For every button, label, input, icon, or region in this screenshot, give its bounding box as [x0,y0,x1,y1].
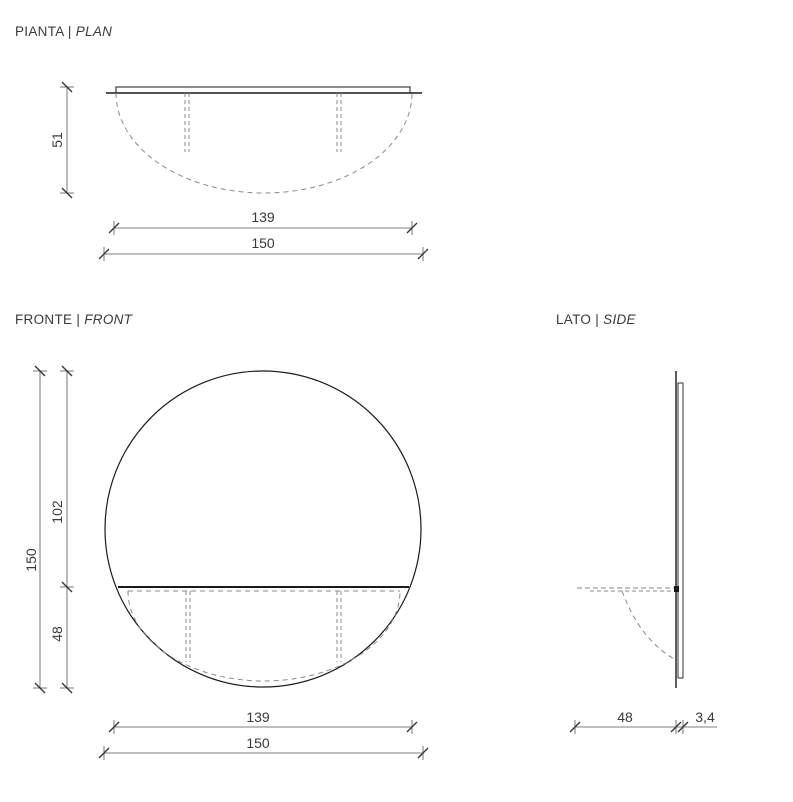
front-bowl-outline [128,591,400,681]
plan-shelf [116,87,410,93]
front-total-height-label: 150 [23,548,39,572]
side-view-caption: LATO | SIDE [556,312,636,327]
front-shelf-width-label: 139 [246,709,270,725]
side-shelf-depth-label: 48 [617,709,633,725]
plan-view-caption: PIANTA | PLAN [15,24,113,39]
plan-total-width-label: 150 [251,235,275,251]
front-mirror-circle [105,371,421,687]
side-bowl-outline [622,591,676,660]
front-total-width-label: 150 [246,735,270,751]
side-shelf-bracket [674,586,679,592]
front-lower-height-label: 48 [49,626,65,642]
plan-view [49,82,428,261]
front-view [23,366,428,760]
plan-shelf-width-label: 139 [251,209,275,225]
front-upper-height-label: 102 [49,500,65,524]
plan-depth-label: 51 [49,132,65,148]
side-view [570,371,717,734]
front-view-caption: FRONTE | FRONT [15,312,133,327]
side-mirror-backing [678,383,683,678]
side-mirror-thickness-label: 3,4 [695,709,715,725]
plan-mirror-outline [116,93,412,193]
